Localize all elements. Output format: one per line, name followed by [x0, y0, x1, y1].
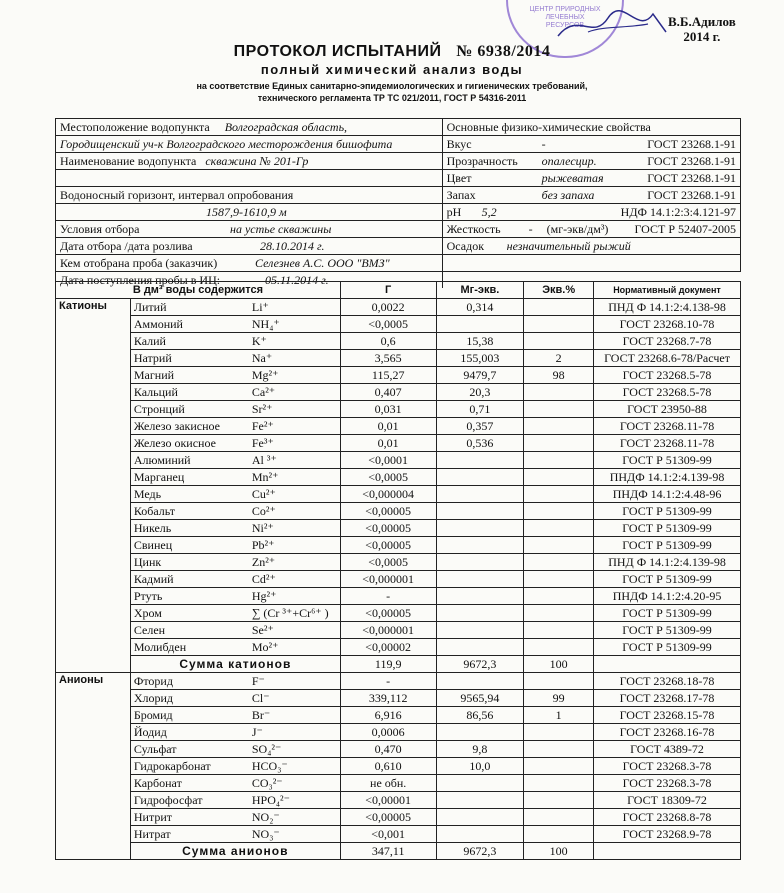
value-eq-percent: [524, 418, 594, 435]
component-formula: Br⁻: [251, 708, 271, 722]
value-eq-percent: 1: [524, 707, 594, 724]
component-cell: [130, 316, 340, 333]
anions-sum-mgeq: 9672,3: [436, 843, 524, 860]
value-g: 0,031: [340, 401, 436, 418]
header-doc: Нормативный документ: [594, 282, 741, 299]
group-label: Катионы: [56, 299, 131, 316]
value-eq-percent: [524, 384, 594, 401]
header-content: В дм³ воды содержится: [56, 282, 341, 299]
component-name: Молибден: [133, 640, 187, 654]
component-cell: [130, 605, 340, 622]
component-cell: [130, 792, 340, 809]
norm-doc: ГОСТ 18309-72: [594, 792, 741, 809]
component-formula: Hg²⁺: [251, 589, 277, 603]
component-formula: NH₄⁺: [251, 317, 280, 331]
info-row: Кем отобрана проба (заказчик) Селезнев А.С. ООО "ВМЗ": [56, 255, 741, 272]
value-mgeq: 0,536: [436, 435, 524, 452]
value-mgeq: 15,38: [436, 333, 524, 350]
component-cell: [130, 588, 340, 605]
value-g: 115,27: [340, 367, 436, 384]
value-eq-percent: [524, 503, 594, 520]
value-mgeq: [436, 486, 524, 503]
component-cell: [130, 418, 340, 435]
info-row: Дата отбора /дата розлива 28.10.2014 г. Осадок незначительный рыжий: [56, 238, 741, 255]
value-eq-percent: [524, 537, 594, 554]
value-eq-percent: [524, 724, 594, 741]
info-row: Условия отбора на устье скважины Жесткость - (мг-экв/дм³) ГОСТ Р 52407-2005: [56, 221, 741, 238]
value-mgeq: [436, 316, 524, 333]
signature: [548, 6, 688, 46]
norm-doc: ГОСТ 23268.18-78: [594, 673, 741, 690]
prop-row: Вкус - ГОСТ 23268.1-91: [442, 136, 740, 153]
component-name: Йодид: [133, 725, 167, 739]
component-formula: Cu²⁺: [251, 487, 276, 501]
value-g: -: [340, 673, 436, 690]
value-eq-percent: [524, 792, 594, 809]
component-name: Магний: [133, 368, 175, 382]
component-name: Стронций: [133, 402, 185, 416]
component-cell: [130, 469, 340, 486]
value-eq-percent: [524, 401, 594, 418]
value-mgeq: [436, 452, 524, 469]
component-name: Нитрит: [133, 810, 173, 824]
value-g: <0,000004: [340, 486, 436, 503]
norm-doc: ГОСТ 23268.11-78: [594, 418, 741, 435]
component-name: Гидрокарбонат: [133, 759, 211, 773]
protocol-title: ПРОТОКОЛ ИСПЫТАНИЙ № 6938/2014: [233, 43, 551, 60]
component-cell: [130, 826, 340, 843]
norm-doc: ГОСТ 23268.15-78: [594, 707, 741, 724]
approver-year: 2014 г.: [683, 29, 721, 44]
value-g: 0,0006: [340, 724, 436, 741]
value-g: не обн.: [340, 775, 436, 792]
component-cell: [130, 503, 340, 520]
norm-doc: ГОСТ 23268.11-78: [594, 435, 741, 452]
table-row: [56, 299, 741, 316]
norm-doc: ПНД Ф 14.1:2:4.139-98: [594, 554, 741, 571]
value-eq-percent: [524, 571, 594, 588]
value-g: <0,0005: [340, 469, 436, 486]
norm-doc: ГОСТ 23268.3-78: [594, 758, 741, 775]
component-name: Калий: [133, 334, 166, 348]
component-cell: [130, 758, 340, 775]
value-eq-percent: [524, 775, 594, 792]
value-g: <0,000001: [340, 622, 436, 639]
value-eq-percent: [524, 639, 594, 656]
component-cell: [130, 537, 340, 554]
info-row: Дата поступления пробы в ИЦ: 05.11.2014 г.: [56, 272, 741, 289]
cations-sum-row: [56, 656, 741, 673]
value-g: <0,001: [340, 826, 436, 843]
info-row: Наименование водопункта скважина № 201-Гр Прозрачность опалесцир. ГОСТ 23268.1-91: [56, 153, 741, 170]
table-row: [56, 707, 741, 724]
info-row: Местоположение водопункта Волгоградская область, Основные физико-химические свойства: [56, 119, 741, 136]
norm-doc: ГОСТ 23268.7-78: [594, 333, 741, 350]
component-name: Цинк: [133, 555, 162, 569]
table-row: [56, 367, 741, 384]
value-eq-percent: [524, 486, 594, 503]
value-mgeq: 155,003: [436, 350, 524, 367]
table-row: [56, 384, 741, 401]
table-row: [56, 792, 741, 809]
component-name: Никель: [133, 521, 172, 535]
value-mgeq: [436, 639, 524, 656]
component-cell: [130, 384, 340, 401]
value-g: <0,00005: [340, 503, 436, 520]
prop-row: pH 5,2 НДФ 14.1:2:3:4.121-97: [442, 204, 740, 221]
norm-doc: ПНД Ф 14.1:2:4.138-98: [594, 299, 741, 316]
component-cell: [130, 775, 340, 792]
component-formula: Li⁺: [251, 300, 269, 314]
value-eq-percent: [524, 622, 594, 639]
norm-doc: ГОСТ 4389-72: [594, 741, 741, 758]
component-cell: [130, 673, 340, 690]
approver-name: В.Б.Адилов: [668, 14, 736, 29]
value-g: 339,112: [340, 690, 436, 707]
component-name: Фторид: [133, 674, 173, 688]
component-formula: Na⁺: [251, 351, 273, 365]
value-mgeq: [436, 503, 524, 520]
basis-line-2: технического регламента ТР ТС 021/2011, ГОСТ Р 54316-2011: [257, 93, 527, 103]
component-cell: [130, 452, 340, 469]
value-g: 0,6: [340, 333, 436, 350]
anions-section: [56, 673, 741, 860]
value-eq-percent: [524, 299, 594, 316]
value-mgeq: 0,71: [436, 401, 524, 418]
value-mgeq: [436, 588, 524, 605]
props-title: Основные физико-химические свойства: [442, 119, 740, 136]
component-name: Железо окисное: [133, 436, 216, 450]
header-g: Г: [340, 282, 436, 299]
anions-sum-label: Сумма анионов: [130, 843, 340, 860]
component-cell: [130, 367, 340, 384]
value-mgeq: 10,0: [436, 758, 524, 775]
info-row: [56, 170, 741, 187]
value-mgeq: 20,3: [436, 384, 524, 401]
value-g: <0,0005: [340, 554, 436, 571]
value-g: 0,470: [340, 741, 436, 758]
norm-doc: ГОСТ 23268.10-78: [594, 316, 741, 333]
table-row: [56, 673, 741, 690]
value-g: 0,610: [340, 758, 436, 775]
component-formula: Sr²⁺: [251, 402, 273, 416]
component-cell: [130, 690, 340, 707]
component-name: Нитрат: [133, 827, 171, 841]
component-name: Кадмий: [133, 572, 174, 586]
table-row: [56, 418, 741, 435]
value-eq-percent: [524, 758, 594, 775]
component-formula: Ca²⁺: [251, 385, 276, 399]
component-cell: [130, 401, 340, 418]
component-formula: NO₃⁻: [251, 827, 280, 841]
value-eq-percent: [524, 605, 594, 622]
table-row: [56, 826, 741, 843]
value-mgeq: [436, 520, 524, 537]
table-row: [56, 333, 741, 350]
table-row: [56, 452, 741, 469]
info-row: Водоносный горизонт, интервал опробования Запах без запаха ГОСТ 23268.1-91: [56, 187, 741, 204]
component-cell: [130, 741, 340, 758]
norm-doc: ГОСТ Р 51309-99: [594, 520, 741, 537]
component-formula: J⁻: [251, 725, 263, 739]
component-name: Хром: [133, 606, 162, 620]
component-cell: [130, 486, 340, 503]
header-eq: Экв.%: [524, 282, 594, 299]
component-name: Литий: [133, 300, 167, 314]
value-eq-percent: [524, 826, 594, 843]
norm-doc: ГОСТ Р 51309-99: [594, 503, 741, 520]
table-row: [56, 588, 741, 605]
component-name: Хлорид: [133, 691, 174, 705]
sample-info-table: [55, 118, 741, 288]
anions-sum-g: 347,11: [340, 843, 436, 860]
component-formula: HPO₄²⁻: [251, 793, 290, 807]
component-formula: Mn²⁺: [251, 470, 279, 484]
value-mgeq: 86,56: [436, 707, 524, 724]
norm-doc: ГОСТ 23950-88: [594, 401, 741, 418]
value-g: 0,407: [340, 384, 436, 401]
value-g: <0,0001: [340, 452, 436, 469]
value-eq-percent: [524, 520, 594, 537]
value-mgeq: 9479,7: [436, 367, 524, 384]
cations-section: [56, 299, 741, 673]
header-mgeq: Мг-экв.: [436, 282, 524, 299]
info-row: Городищенский уч-к Волгоградского месторождения бишофита Вкус - ГОСТ 23268.1-91: [56, 136, 741, 153]
value-g: 3,565: [340, 350, 436, 367]
value-eq-percent: [524, 554, 594, 571]
table-row: [56, 503, 741, 520]
component-formula: Al ³⁺: [251, 453, 277, 467]
value-g: <0,0005: [340, 316, 436, 333]
cations-sum-g: 119,9: [340, 656, 436, 673]
component-name: Марганец: [133, 470, 185, 484]
table-row: [56, 401, 741, 418]
value-mgeq: [436, 826, 524, 843]
table-row: [56, 690, 741, 707]
value-mgeq: [436, 809, 524, 826]
prop-row: Жесткость - (мг-экв/дм³) ГОСТ Р 52407-2005: [442, 221, 740, 238]
norm-doc: ГОСТ Р 51309-99: [594, 452, 741, 469]
component-name: Кальций: [133, 385, 178, 399]
value-g: <0,00002: [340, 639, 436, 656]
approver-block: [668, 14, 736, 44]
component-formula: Fe³⁺: [251, 436, 274, 450]
norm-doc: ГОСТ 23268.6-78/Расчет: [594, 350, 741, 367]
value-g: 0,01: [340, 435, 436, 452]
value-eq-percent: [524, 809, 594, 826]
component-name: Аммоний: [133, 317, 183, 331]
table-header-row: [56, 282, 741, 299]
organization-stamp: ЦЕНТР ПРИРОДНЫХ ЛЕЧЕБНЫХ РЕСУРСОВ: [506, 0, 624, 58]
value-eq-percent: [524, 435, 594, 452]
table-row: [56, 571, 741, 588]
table-row: [56, 775, 741, 792]
norm-doc: ГОСТ 23268.16-78: [594, 724, 741, 741]
value-g: <0,00005: [340, 809, 436, 826]
component-name: Сульфат: [133, 742, 177, 756]
value-g: 0,01: [340, 418, 436, 435]
norm-doc: ГОСТ 23268.3-78: [594, 775, 741, 792]
value-mgeq: 0,357: [436, 418, 524, 435]
component-cell: [130, 809, 340, 826]
component-name: Железо закисное: [133, 419, 220, 433]
protocol-number: № 6938/2014: [456, 43, 551, 60]
value-eq-percent: 98: [524, 367, 594, 384]
norm-doc: ПНДФ 14.1:2:4.139-98: [594, 469, 741, 486]
group-label: Анионы: [56, 673, 131, 690]
component-name: Ртуть: [133, 589, 163, 603]
table-row: [56, 554, 741, 571]
table-row: [56, 435, 741, 452]
component-formula: Se²⁺: [251, 623, 274, 637]
norm-doc: ГОСТ Р 51309-99: [594, 622, 741, 639]
component-formula: Pb²⁺: [251, 538, 275, 552]
value-mgeq: [436, 469, 524, 486]
value-g: <0,00005: [340, 537, 436, 554]
table-row: [56, 622, 741, 639]
norm-doc: ПНДФ 14.1:2:4.48-96: [594, 486, 741, 503]
component-name: Медь: [133, 487, 162, 501]
component-name: Алюминий: [133, 453, 191, 467]
table-row: [56, 758, 741, 775]
value-mgeq: [436, 554, 524, 571]
value-eq-percent: [524, 673, 594, 690]
value-eq-percent: [524, 588, 594, 605]
table-row: [56, 605, 741, 622]
value-mgeq: [436, 622, 524, 639]
value-mgeq: [436, 775, 524, 792]
component-cell: [130, 622, 340, 639]
value-g: 0,0022: [340, 299, 436, 316]
cations-sum-label: Сумма катионов: [130, 656, 340, 673]
component-cell: [130, 435, 340, 452]
component-formula: Mg²⁺: [251, 368, 279, 382]
value-mgeq: 0,314: [436, 299, 524, 316]
norm-doc: ГОСТ Р 51309-99: [594, 537, 741, 554]
anions-sum-eq: 100: [524, 843, 594, 860]
value-g: 6,916: [340, 707, 436, 724]
norm-doc: ГОСТ Р 51309-99: [594, 605, 741, 622]
prop-row: Запах без запаха ГОСТ 23268.1-91: [442, 187, 740, 204]
value-g: <0,00001: [340, 792, 436, 809]
value-eq-percent: [524, 452, 594, 469]
component-cell: [130, 571, 340, 588]
table-row: [56, 350, 741, 367]
component-cell: [130, 350, 340, 367]
norm-doc: ГОСТ Р 51309-99: [594, 571, 741, 588]
value-eq-percent: 2: [524, 350, 594, 367]
component-name: Селен: [133, 623, 166, 637]
component-formula: K⁺: [251, 334, 267, 348]
table-row: [56, 639, 741, 656]
table-row: [56, 486, 741, 503]
component-cell: [130, 333, 340, 350]
prop-row: Прозрачность опалесцир. ГОСТ 23268.1-91: [442, 153, 740, 170]
anions-sum-row: [56, 843, 741, 860]
value-g: <0,00005: [340, 605, 436, 622]
info-row: 1587,9-1610,9 м pH 5,2 НДФ 14.1:2:3:4.121-97: [56, 204, 741, 221]
component-formula: ∑ (Cr ³⁺+Cr⁶⁺ ): [251, 606, 329, 620]
cations-sum-eq: 100: [524, 656, 594, 673]
component-formula: Ni²⁺: [251, 521, 274, 535]
value-eq-percent: [524, 316, 594, 333]
composition-table: [55, 281, 741, 860]
value-mgeq: [436, 605, 524, 622]
component-cell: [130, 554, 340, 571]
component-name: Натрий: [133, 351, 172, 365]
component-formula: NO₂⁻: [251, 810, 280, 824]
component-formula: Co²⁺: [251, 504, 276, 518]
table-row: [56, 520, 741, 537]
cations-sum-mgeq: 9672,3: [436, 656, 524, 673]
value-g: -: [340, 588, 436, 605]
component-cell: [130, 639, 340, 656]
value-g: <0,00005: [340, 520, 436, 537]
component-formula: Fe²⁺: [251, 419, 274, 433]
component-name: Свинец: [133, 538, 173, 552]
component-formula: SO₄²⁻: [251, 742, 282, 756]
component-cell: [130, 707, 340, 724]
norm-doc: ГОСТ 23268.8-78: [594, 809, 741, 826]
component-name: Бромид: [133, 708, 173, 722]
basis-line-1: на соответствие Единых санитарно-эпидемиологических и гигиенических требований,: [196, 81, 588, 91]
value-mgeq: [436, 537, 524, 554]
norm-doc: ГОСТ 23268.5-78: [594, 367, 741, 384]
norm-doc: ГОСТ 23268.9-78: [594, 826, 741, 843]
component-formula: CO₃²⁻: [251, 776, 283, 790]
component-cell: [130, 299, 340, 316]
component-cell: [130, 520, 340, 537]
prop-row: Цвет рыжеватая ГОСТ 23268.1-91: [442, 170, 740, 187]
value-mgeq: [436, 571, 524, 588]
table-row: [56, 724, 741, 741]
component-name: Карбонат: [133, 776, 182, 790]
norm-doc: ПНДФ 14.1:2:4.20-95: [594, 588, 741, 605]
protocol-subtitle: полный химический анализ воды: [260, 62, 524, 77]
value-eq-percent: [524, 741, 594, 758]
value-eq-percent: [524, 333, 594, 350]
component-name: Кобальт: [133, 504, 176, 518]
value-mgeq: [436, 673, 524, 690]
table-row: [56, 741, 741, 758]
component-name: Гидрофосфат: [133, 793, 203, 807]
norm-doc: ГОСТ 23268.5-78: [594, 384, 741, 401]
value-g: <0,000001: [340, 571, 436, 588]
table-row: [56, 809, 741, 826]
value-eq-percent: 99: [524, 690, 594, 707]
table-row: [56, 537, 741, 554]
component-formula: Zn²⁺: [251, 555, 276, 569]
component-formula: Mo²⁺: [251, 640, 279, 654]
value-eq-percent: [524, 469, 594, 486]
component-formula: Cd²⁺: [251, 572, 276, 586]
component-formula: Cl⁻: [251, 691, 270, 705]
value-mgeq: [436, 792, 524, 809]
norm-doc: ГОСТ Р 51309-99: [594, 639, 741, 656]
norm-doc: ГОСТ 23268.17-78: [594, 690, 741, 707]
component-formula: HCO₃⁻: [251, 759, 288, 773]
value-mgeq: 9565,94: [436, 690, 524, 707]
component-formula: F⁻: [251, 674, 265, 688]
prop-row: Осадок незначительный рыжий: [442, 238, 740, 255]
table-row: [56, 316, 741, 333]
value-mgeq: 9,8: [436, 741, 524, 758]
table-row: [56, 469, 741, 486]
component-cell: [130, 724, 340, 741]
value-mgeq: [436, 724, 524, 741]
